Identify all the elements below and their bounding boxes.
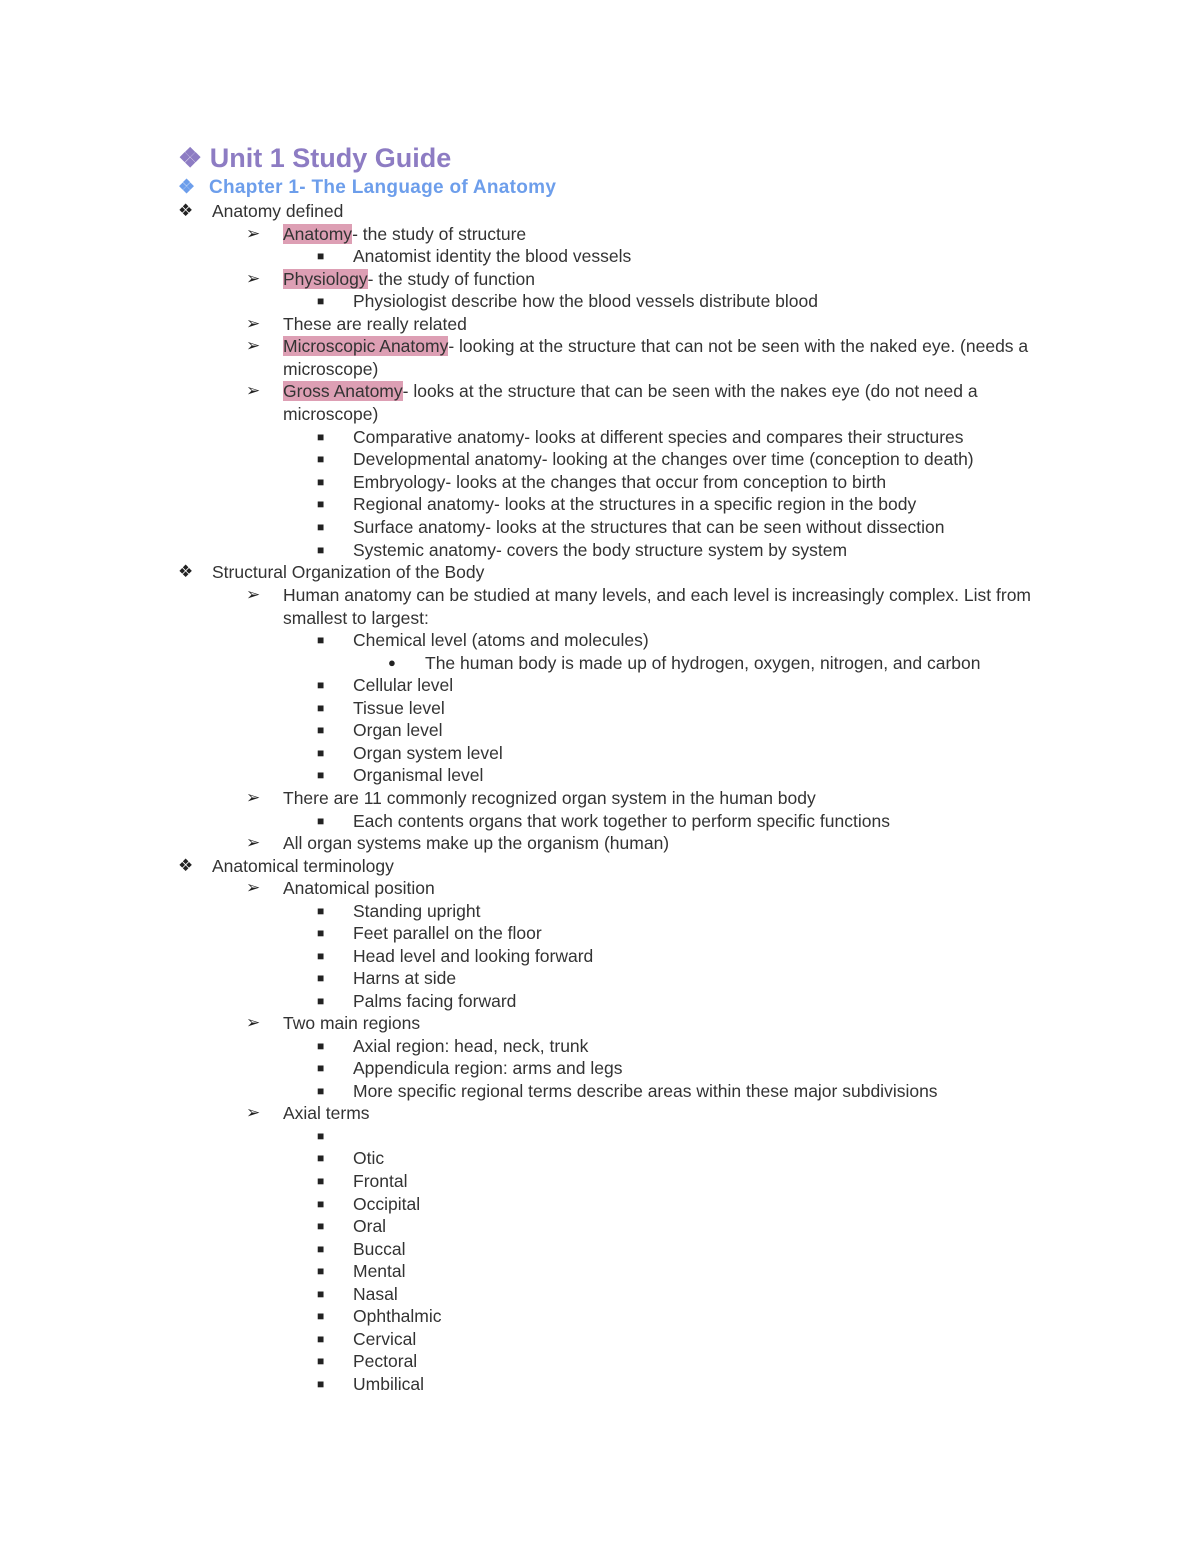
list-item: Developmental anatomy- looking at the changes over time (conception to death) [353,449,974,469]
highlighted-term: Gross Anatomy [283,381,403,401]
diamond-bullet-icon: ❖ [178,143,203,173]
arrow-bullet-icon: ➢ [246,336,261,355]
list-item: Otic [353,1148,385,1168]
arrow-bullet-icon: ➢ [246,269,261,288]
square-bullet-icon: ■ [317,1174,325,1188]
list-item-microscopic-anatomy: Microscopic Anatomy- looking at the structure that can not be seen with the naked eye. (needs a microscope) [283,336,1029,379]
list-item: Harns at side [353,968,457,988]
list-item: Organ level [353,720,443,740]
list-item: Axial region: head, neck, trunk [353,1036,589,1056]
arrow-bullet-icon: ➢ [246,381,261,400]
square-bullet-icon: ■ [317,475,325,489]
list-item: Umbilical [353,1374,424,1394]
list-item: These are really related [283,314,467,334]
square-bullet-icon: ■ [317,904,325,918]
square-bullet-icon: ■ [317,1242,325,1256]
list-item: There are 11 commonly recognized organ system in the human body [283,788,816,808]
diamond-bullet-icon: ❖ [178,562,194,581]
list-item-physiology: Physiology- the study of function [283,269,535,289]
square-bullet-icon: ■ [317,1219,325,1233]
square-bullet-icon: ■ [317,768,325,782]
list-item: Systemic anatomy- covers the body structure system by system [353,540,848,560]
square-bullet-icon: ■ [317,520,325,534]
list-item-anatomical-terminology: Anatomical terminology [212,856,394,876]
list-item: Pectoral [353,1351,418,1371]
list-item: Mental [353,1261,406,1281]
square-bullet-icon: ■ [317,1061,325,1075]
arrow-bullet-icon: ➢ [246,833,261,852]
list-item: Feet parallel on the floor [353,923,542,943]
square-bullet-icon: ■ [317,746,325,760]
list-item-structural-organization: Structural Organization of the Body [212,562,485,582]
list-item: Each contents organs that work together to perform specific functions [353,811,890,831]
highlighted-term: Anatomy [283,224,353,244]
square-bullet-icon: ■ [317,1039,325,1053]
square-bullet-icon: ■ [317,1197,325,1211]
square-bullet-icon: ■ [317,814,325,828]
list-item: All organ systems make up the organism (human) [283,833,670,853]
list-item-anatomy: Anatomy- the study of structure [283,224,527,244]
list-item: Comparative anatomy- looks at different species and compares their structures [353,427,964,447]
square-bullet-icon: ■ [317,678,325,692]
square-bullet-icon: ■ [317,1354,325,1368]
arrow-bullet-icon: ➢ [246,1103,261,1122]
list-item: Organ system level [353,743,503,763]
list-item: Tissue level [353,698,445,718]
arrow-bullet-icon: ➢ [246,314,261,333]
list-item-gross-anatomy: Gross Anatomy- looks at the structure that can be seen with the nakes eye (do not need a microscope) [283,381,978,424]
square-bullet-icon: ■ [317,543,325,557]
list-item: Regional anatomy- looks at the structures in a specific region in the body [353,494,917,514]
square-bullet-icon: ■ [317,994,325,1008]
chapter-text: Chapter 1- The Language of Anatomy [208,177,557,198]
arrow-bullet-icon: ➢ [246,1013,261,1032]
list-item: Organismal level [353,765,484,785]
diamond-bullet-icon: ❖ [178,177,196,198]
arrow-bullet-icon: ➢ [246,788,261,807]
list-item-anatomy-defined: Anatomy defined [212,201,344,221]
square-bullet-icon: ■ [317,452,325,466]
list-item: Chemical level (atoms and molecules) [353,630,649,650]
square-bullet-icon: ■ [317,633,325,647]
square-bullet-icon: ■ [317,294,325,308]
list-item: Human anatomy can be studied at many levels, and each level is increasingly complex. List from smallest to largest: [283,585,1032,628]
list-item: Appendicula region: arms and legs [353,1058,623,1078]
list-item: Buccal [353,1239,406,1259]
square-bullet-icon: ■ [317,1332,325,1346]
diamond-bullet-icon: ❖ [178,856,194,875]
arrow-bullet-icon: ➢ [246,224,261,243]
dot-bullet-icon: ● [388,655,396,670]
list-item: The human body is made up of hydrogen, oxygen, nitrogen, and carbon [425,653,981,673]
square-bullet-icon: ■ [317,926,325,940]
list-item: Standing upright [353,901,481,921]
square-bullet-icon: ■ [317,1129,325,1143]
chapter-heading [178,174,556,202]
square-bullet-icon: ■ [317,723,325,737]
arrow-bullet-icon: ➢ [246,878,261,897]
square-bullet-icon: ■ [317,1264,325,1278]
square-bullet-icon: ■ [317,971,325,985]
list-item: Axial terms [283,1103,370,1123]
square-bullet-icon: ■ [317,1309,325,1323]
highlighted-term: Physiology [283,269,368,289]
title-text: Unit 1 Study Guide [209,143,452,173]
page-title [178,138,451,178]
square-bullet-icon: ■ [317,1084,325,1098]
list-item: Oral [353,1216,387,1236]
square-bullet-icon: ■ [317,1151,325,1165]
square-bullet-icon: ■ [317,497,325,511]
highlighted-term: Microscopic Anatomy [283,336,449,356]
list-item: Physiologist describe how the blood vessels distribute blood [353,291,818,311]
square-bullet-icon: ■ [317,1377,325,1391]
list-item: Cellular level [353,675,454,695]
list-item: Ophthalmic [353,1306,442,1326]
list-item: Anatomical position [283,878,435,898]
list-item: Cervical [353,1329,417,1349]
list-item: Anatomist identity the blood vessels [353,246,632,266]
arrow-bullet-icon: ➢ [246,585,261,604]
list-item: Palms facing forward [353,991,517,1011]
list-item: Occipital [353,1194,421,1214]
list-item: Head level and looking forward [353,946,594,966]
diamond-bullet-icon: ❖ [178,201,194,220]
square-bullet-icon: ■ [317,430,325,444]
square-bullet-icon: ■ [317,1287,325,1301]
square-bullet-icon: ■ [317,701,325,715]
list-item: More specific regional terms describe areas within these major subdivisions [353,1081,938,1101]
list-item: Frontal [353,1171,408,1191]
list-item: Nasal [353,1284,398,1304]
list-item: Embryology- looks at the changes that occur from conception to birth [353,472,887,492]
list-item: Two main regions [283,1013,421,1033]
square-bullet-icon: ■ [317,949,325,963]
list-item: Surface anatomy- looks at the structures that can be seen without dissection [353,517,945,537]
square-bullet-icon: ■ [317,249,325,263]
